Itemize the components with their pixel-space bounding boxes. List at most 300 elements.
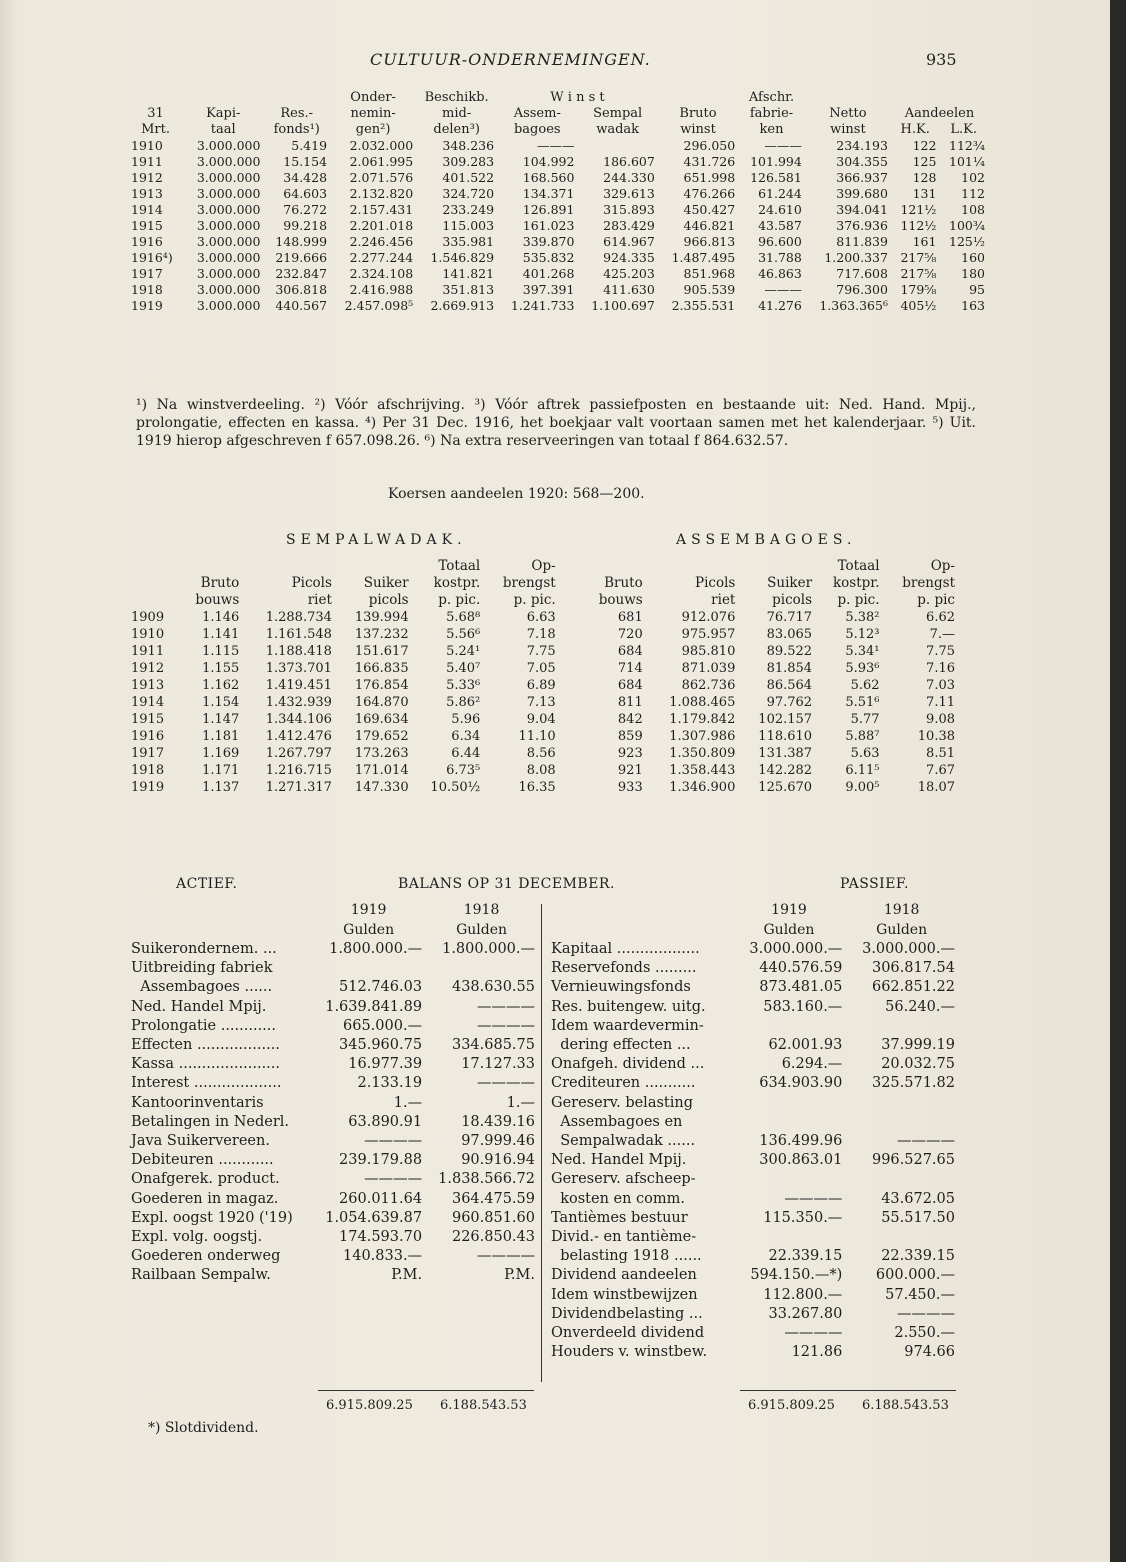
table-cell: 15.154	[283, 154, 328, 169]
passief-body	[548, 940, 958, 1362]
balance-item-value: 55.517.50	[881, 1209, 955, 1226]
table-cell: 161.023	[522, 218, 575, 233]
column-header: Sempal	[593, 106, 643, 121]
balance-row	[548, 978, 958, 997]
balance-item-label: Kantoorinventaris	[131, 1094, 264, 1111]
table-cell: 125.670	[758, 780, 813, 795]
balance-row	[548, 1055, 958, 1074]
table-cell: 76.717	[766, 610, 813, 625]
table-cell: 1910	[131, 627, 165, 642]
table-cell: 975.957	[681, 627, 736, 642]
column-header: bagoes	[513, 122, 561, 137]
balance-item-value: 306.817.54	[871, 960, 955, 977]
table-cell: 186.607	[603, 154, 655, 169]
column-header: p. pic.	[837, 592, 880, 608]
table-cell: 405½	[900, 298, 937, 313]
column-header: Res.-	[280, 106, 314, 121]
production-table-body	[128, 609, 958, 796]
table-cell: 2.061.995	[349, 154, 414, 169]
balance-item-value: P.M.	[504, 1267, 535, 1284]
column-header: picols	[772, 592, 813, 608]
passief-total-rule	[740, 1390, 956, 1391]
table-cell: 309.283	[442, 154, 495, 169]
balance-item-label: belasting 1918 ......	[551, 1248, 702, 1265]
balance-item-value: 1.800.000.—	[442, 941, 535, 957]
balance-item-value: 22.339.15	[881, 1248, 955, 1265]
balance-item-label: Tantièmes bestuur	[551, 1209, 688, 1226]
balance-item-value: 174.593.70	[339, 1229, 423, 1246]
actief-total-rule	[318, 1390, 534, 1391]
table-cell: 3.000.000	[196, 266, 261, 281]
table-cell: 1.115	[202, 644, 240, 659]
column-header: Op-	[930, 558, 955, 574]
table-cell: 811.839	[836, 234, 888, 249]
table-cell: 1.137	[202, 780, 240, 795]
table-cell: 411.630	[603, 282, 655, 297]
balance-item-label: Onverdeeld dividend	[551, 1325, 705, 1342]
table-cell: 5.12³	[845, 627, 880, 642]
table-cell: 985.810	[681, 644, 736, 659]
table-cell: 7.67	[926, 763, 955, 778]
table-cell: 684	[617, 644, 643, 659]
balance-item-value: ————	[897, 1133, 955, 1150]
production-table-header	[128, 558, 958, 609]
balance-item-value: 634.903.90	[759, 1075, 843, 1092]
production-table	[128, 558, 958, 796]
balance-item-value: 594.150.—*)	[750, 1267, 843, 1284]
table-cell: 1916	[131, 234, 163, 249]
balance-passief	[548, 900, 958, 1362]
table-cell: 7.75	[926, 644, 955, 659]
table-cell: 244.330	[603, 170, 655, 185]
balance-row	[128, 1036, 538, 1055]
column-header	[178, 558, 242, 575]
balance-item-label: Goederen in magaz.	[131, 1190, 279, 1207]
table-cell: 681	[617, 610, 643, 625]
table-cell: 329.613	[603, 186, 655, 201]
table-cell: 1918	[131, 763, 165, 778]
table-cell: 5.51⁶	[845, 695, 880, 710]
balance-footnote: *) Slotdividend.	[148, 1420, 259, 1436]
balance-item-label: Effecten ..................	[131, 1037, 280, 1054]
table-cell: 306.818	[275, 282, 328, 297]
balance-row	[128, 1209, 538, 1228]
results-table-body	[128, 138, 988, 314]
column-header: mid-	[442, 106, 472, 121]
table-cell: 1913	[131, 678, 165, 693]
table-cell: 10.50½	[430, 780, 481, 795]
balance-row	[128, 1190, 538, 1209]
production-header-row	[128, 575, 958, 592]
balance-item-value: ————	[477, 1248, 535, 1265]
column-header: Op-	[531, 558, 556, 574]
table-cell: 7.75	[526, 644, 556, 659]
table-cell: 147.330	[354, 780, 409, 795]
balance-item-value	[733, 1170, 846, 1189]
balance-item-value: 6.294.—	[781, 1056, 843, 1073]
column-header: Netto	[829, 106, 867, 121]
table-cell: 1.373.701	[265, 661, 332, 676]
column-header	[128, 592, 178, 609]
balance-item-label: Divid.- en tantième-	[551, 1229, 697, 1246]
balance-row	[128, 998, 538, 1017]
table-cell: 64.603	[283, 186, 328, 201]
table-cell: 1.346.900	[669, 780, 736, 795]
table-cell: 684	[617, 678, 643, 693]
table-cell: 1913	[131, 186, 163, 201]
table-cell: 1.487.495	[671, 250, 736, 265]
column-header: brengst	[902, 575, 955, 591]
balance-item-label: Suikerondernem. ...	[131, 941, 277, 957]
table-cell: 112	[961, 186, 985, 201]
table-row	[128, 677, 958, 694]
balance-item-label: Prolongatie ............	[131, 1017, 277, 1034]
balance-row	[548, 1305, 958, 1324]
table-cell: 43.587	[758, 218, 802, 233]
section-title-assembagoes: ASSEMBAGOES.	[676, 532, 857, 548]
table-row	[128, 266, 988, 282]
balance-item-value: ————	[897, 1305, 955, 1322]
table-cell: 324.720	[442, 186, 495, 201]
book-spine	[1110, 0, 1126, 1562]
balance-item-label: dering effecten ...	[551, 1037, 691, 1054]
column-header: Totaal	[438, 558, 481, 574]
table-cell	[577, 138, 657, 154]
table-cell: 3.000.000	[196, 202, 261, 217]
table-row	[128, 745, 958, 762]
table-cell: 164.870	[354, 695, 409, 710]
table-cell: 1910	[131, 138, 163, 153]
table-cell: ———	[764, 282, 802, 297]
balance-item-label: Expl. volg. oogstj.	[131, 1229, 263, 1246]
table-cell: 179⅝	[900, 282, 937, 297]
balance-item-value: 56.240.—	[885, 998, 955, 1015]
table-cell: 1.179.842	[669, 712, 736, 727]
column-header: delen³)	[433, 122, 480, 137]
table-cell: 933	[617, 780, 643, 795]
table-cell: 476.266	[683, 186, 736, 201]
balance-item-value: 600.000.—	[875, 1267, 955, 1284]
balance-row	[548, 1036, 958, 1055]
balance-row	[128, 1074, 538, 1093]
table-cell: 376.936	[836, 218, 888, 233]
table-row	[128, 694, 958, 711]
table-row	[128, 186, 988, 202]
table-cell: 717.608	[836, 266, 888, 281]
table-cell: 219.666	[275, 250, 328, 265]
table-cell: 121½	[900, 202, 937, 217]
table-cell: 1.141	[202, 627, 240, 642]
table-cell: 3.000.000	[196, 250, 261, 265]
table-cell: 3.000.000	[196, 154, 261, 169]
table-cell: 131	[912, 186, 937, 201]
table-cell: ———	[764, 138, 802, 153]
balance-row	[548, 1132, 958, 1151]
column-header: picols	[368, 592, 409, 608]
table-cell: 6.62	[926, 610, 955, 625]
balance-row	[548, 1343, 958, 1362]
table-cell: 1909	[131, 610, 165, 625]
table-cell: 5.33⁶	[446, 678, 481, 693]
table-cell: 137.232	[354, 627, 409, 642]
table-cell: 2.355.531	[671, 298, 736, 313]
balance-item-value: ————	[784, 1190, 843, 1207]
balance-item-label: Idem winstbewijzen	[551, 1286, 698, 1303]
table-row	[128, 298, 988, 314]
table-row	[128, 762, 958, 779]
balance-title: BALANS OP 31 DECEMBER.	[398, 876, 615, 892]
table-cell: 304.355	[836, 154, 888, 169]
column-header	[738, 558, 815, 575]
balance-item-label: Houders v. winstbew.	[551, 1344, 708, 1361]
balance-item-value: ————	[477, 998, 535, 1015]
table-cell: 296.050	[683, 138, 736, 153]
table-cell: 89.522	[766, 644, 813, 659]
table-cell: 1.161.548	[265, 627, 332, 642]
table-row	[128, 282, 988, 298]
table-cell: 169.634	[354, 712, 409, 727]
table-cell: 1.288.734	[265, 610, 332, 625]
production-header-row	[128, 592, 958, 609]
table-cell: 1912	[131, 170, 163, 185]
table-cell: 128	[912, 170, 937, 185]
table-row	[128, 779, 958, 796]
balance-item-value: 37.999.19	[881, 1037, 955, 1054]
column-header	[658, 90, 738, 106]
table-cell: 160	[961, 250, 985, 265]
table-cell: 1.350.809	[669, 746, 736, 761]
column-header	[128, 90, 183, 106]
column-header: Beschikb.	[424, 90, 489, 105]
table-cell: 2.277.244	[349, 250, 414, 265]
table-cell: 126.581	[750, 170, 802, 185]
balance-row	[128, 1132, 538, 1151]
table-cell: 5.40⁷	[446, 661, 481, 676]
table-cell: 842	[617, 712, 643, 727]
table-cell: 134.371	[522, 186, 575, 201]
table-cell: 31.788	[758, 250, 802, 265]
balance-item-value: ————	[477, 1075, 535, 1092]
passief-total-1918: 6.188.543.53	[862, 1398, 949, 1413]
column-header: Bruto	[679, 106, 717, 121]
balance-item-value: 334.685.75	[451, 1037, 535, 1054]
table-cell: 1.432.939	[265, 695, 332, 710]
column-header: Bruto	[200, 575, 240, 591]
table-cell: 108	[961, 202, 985, 217]
column-header	[128, 558, 178, 575]
table-cell: 714	[617, 661, 643, 676]
balance-row	[128, 1247, 538, 1266]
column-header	[891, 90, 988, 106]
table-cell: 1.419.451	[265, 678, 332, 693]
balance-row	[548, 940, 958, 959]
table-cell: 440.567	[275, 298, 328, 313]
balance-item-label: Assembagoes en	[551, 1113, 683, 1130]
table-cell: 112¾	[949, 138, 985, 153]
table-cell: 176.854	[354, 678, 409, 693]
table-cell: 5.56⁶	[446, 627, 481, 642]
passief-year-1919: 1919	[771, 902, 807, 918]
table-cell: 139.994	[354, 610, 409, 625]
column-header: fabrie-	[749, 106, 794, 121]
table-cell: 5.88⁷	[845, 729, 880, 744]
table-cell: 125½	[949, 234, 985, 249]
column-header: Assem-	[513, 106, 561, 121]
table-cell: 112½	[900, 218, 937, 233]
table-row	[128, 609, 958, 626]
column-header: L.K.	[950, 122, 978, 137]
column-header: Picols	[695, 575, 736, 591]
table-cell: 651.998	[683, 170, 736, 185]
balance-item-label: Crediteuren ...........	[551, 1075, 696, 1092]
balance-row	[548, 1017, 958, 1036]
table-cell: 3.000.000	[196, 138, 261, 153]
table-cell: 8.08	[526, 763, 556, 778]
balance-item-value	[845, 1094, 958, 1113]
balance-item-value	[733, 1094, 846, 1113]
table-cell: 3.000.000	[196, 186, 261, 201]
balance-row	[548, 959, 958, 978]
table-cell: 1.267.797	[265, 746, 332, 761]
table-cell: 118.610	[758, 729, 813, 744]
balance-row	[128, 940, 538, 959]
table-cell: 1917	[131, 746, 165, 761]
balance-item-value: 112.800.—	[763, 1286, 843, 1303]
table-cell: 6.63	[526, 610, 556, 625]
table-cell: 5.34¹	[845, 644, 880, 659]
balance-row	[548, 1324, 958, 1343]
balance-item-value: 974.66	[904, 1344, 955, 1361]
balance-item-label: Assembagoes ......	[131, 979, 273, 996]
table-cell: 339.870	[522, 234, 575, 249]
page-title: CULTUUR-ONDERNEMINGEN.	[370, 50, 651, 69]
table-cell: 2.132.820	[349, 186, 414, 201]
table-cell: 351.813	[442, 282, 495, 297]
balance-row	[548, 998, 958, 1017]
table-cell: 394.041	[836, 202, 888, 217]
table-cell: 399.680	[836, 186, 888, 201]
balance-item-value	[733, 1228, 846, 1247]
balance-row	[128, 1266, 538, 1285]
balance-row	[128, 1113, 538, 1132]
passief-unit: Gulden	[876, 922, 928, 938]
table-cell: 148.999	[275, 234, 328, 249]
table-cell: 912.076	[681, 610, 736, 625]
balance-row	[128, 1228, 538, 1247]
table-cell: 41.276	[758, 298, 802, 313]
balance-row	[548, 1247, 958, 1266]
table-cell: 1.363.365⁶	[819, 298, 888, 313]
passief-unit: Gulden	[763, 922, 815, 938]
table-cell: 126.891	[522, 202, 575, 217]
table-cell: 102	[961, 170, 985, 185]
table-cell: 3.000.000	[196, 234, 261, 249]
table-cell: 924.335	[603, 250, 655, 265]
balance-divider	[541, 904, 542, 1382]
table-row	[128, 250, 988, 266]
table-cell: 283.429	[603, 218, 655, 233]
column-header	[559, 558, 646, 575]
table-cell: 7.—	[929, 627, 955, 642]
table-cell: 97.762	[766, 695, 813, 710]
table-cell: 1.216.715	[265, 763, 332, 778]
column-header: p. pic	[917, 592, 955, 608]
table-cell: 1.200.337	[824, 250, 888, 265]
table-cell: 101.994	[750, 154, 802, 169]
table-cell: 18.07	[917, 780, 955, 795]
balance-item-label: Res. buitengew. uitg.	[551, 998, 706, 1015]
table-cell: 1.241.733	[510, 298, 575, 313]
balance-item-value: 121.86	[791, 1344, 843, 1361]
balance-item-label: Debiteuren ............	[131, 1152, 274, 1169]
page-number: 935	[926, 50, 957, 69]
table-cell: 171.014	[354, 763, 409, 778]
balance-item-value: ————	[784, 1325, 843, 1342]
table-cell: 8.51	[926, 746, 955, 761]
balance-row	[128, 1170, 538, 1189]
results-header-row	[128, 90, 988, 106]
balance-item-label: Sempalwadak ......	[551, 1133, 696, 1150]
table-cell: 151.617	[354, 644, 409, 659]
column-header: kostpr.	[832, 575, 880, 591]
column-header: riet	[307, 592, 332, 608]
balance-item-value	[845, 1228, 958, 1247]
table-cell: 179.652	[354, 729, 409, 744]
balance-row	[128, 1094, 538, 1113]
table-cell: 1911	[131, 154, 163, 169]
balance-item-value: ————	[364, 1133, 423, 1150]
table-cell: 1.271.317	[265, 780, 332, 795]
table-cell: ———	[536, 138, 575, 153]
column-header	[646, 558, 739, 575]
table-cell: 217⅝	[900, 266, 937, 281]
table-cell: 7.03	[926, 678, 955, 693]
balance-item-value	[312, 959, 425, 978]
table-cell: 2.457.098⁵	[344, 298, 414, 313]
balance-item-value: ————	[477, 1017, 535, 1034]
table-cell: 76.272	[283, 202, 328, 217]
balance-item-value: 239.179.88	[339, 1152, 423, 1169]
table-cell: 1.344.106	[265, 712, 332, 727]
actief-year-1919: 1919	[350, 902, 387, 918]
balance-item-value	[733, 1017, 846, 1036]
table-cell: 1917	[131, 266, 163, 281]
balance-item-value: 115.350.—	[763, 1209, 843, 1226]
balance-row	[128, 1017, 538, 1036]
table-cell: 1.171	[202, 763, 240, 778]
balance-item-value: 2.550.—	[894, 1325, 955, 1342]
balance-item-value: 345.960.75	[339, 1037, 423, 1054]
column-header: brengst	[502, 575, 556, 591]
table-cell: 7.13	[526, 695, 556, 710]
column-header: riet	[711, 592, 736, 608]
table-cell: 81.854	[766, 661, 813, 676]
column-header: Afschr.	[748, 90, 795, 105]
column-header: H.K.	[900, 122, 930, 137]
table-cell: 1.169	[202, 746, 240, 761]
balance-item-value: ————	[364, 1171, 423, 1188]
table-cell: 5.96	[451, 712, 481, 727]
column-header: Picols	[291, 575, 332, 591]
table-cell: 217⅝	[900, 250, 937, 265]
balance-item-label: Gereserv. belasting	[551, 1094, 693, 1111]
table-cell: 104.992	[522, 154, 575, 169]
table-cell: 6.89	[526, 678, 556, 693]
table-cell: 131.387	[758, 746, 813, 761]
balance-item-value: 438.630.55	[451, 979, 535, 996]
actief-unit: Gulden	[456, 922, 508, 938]
table-cell: 1916⁴)	[131, 250, 173, 265]
